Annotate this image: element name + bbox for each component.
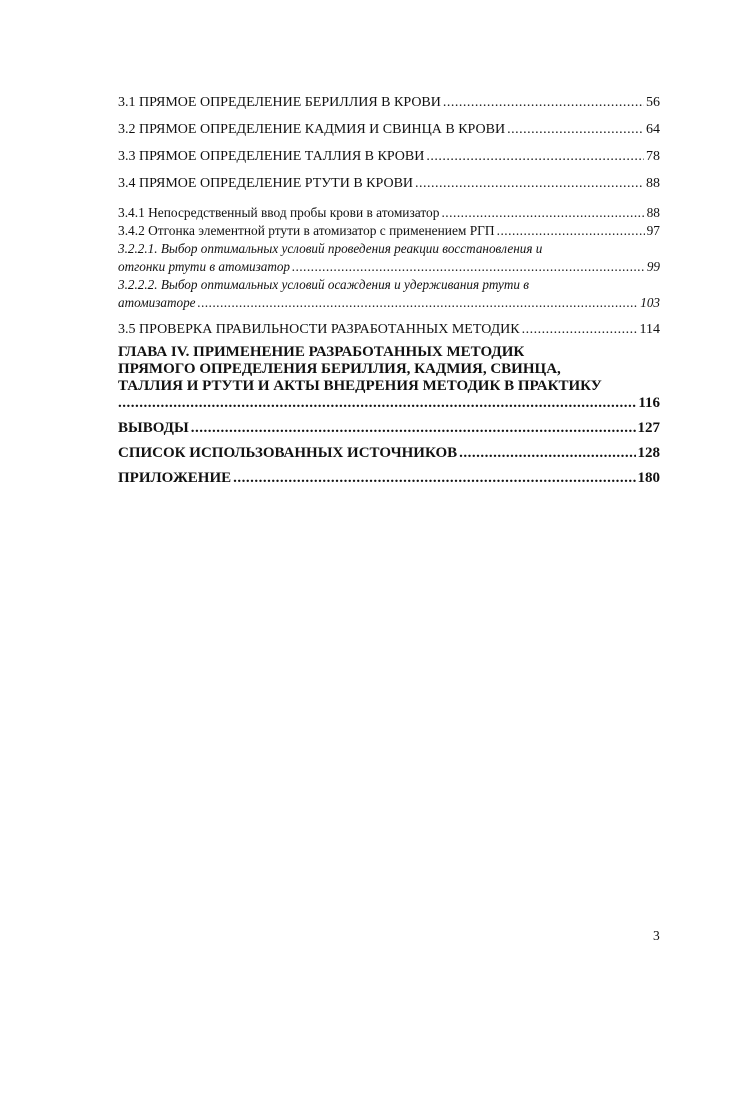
dot-leader xyxy=(198,294,639,312)
toc-entry-title-line1: 3.2.2.1. Выбор оптимальных условий проведения реакции восстановления и xyxy=(118,241,543,256)
page-number: 3 xyxy=(653,928,660,943)
toc-entry-title: ПРИЛОЖЕНИЕ xyxy=(118,470,232,486)
table-of-contents xyxy=(118,93,660,495)
dot-leader xyxy=(233,470,635,487)
dot-leader xyxy=(443,93,644,113)
toc-entry-page: 116 xyxy=(638,395,660,411)
toc-entry-title: 3.4.1 Непосредственный ввод пробы крови в атомизатор xyxy=(118,205,440,220)
toc-entry-page: 88 xyxy=(646,205,660,220)
toc-entry-page: 114 xyxy=(639,322,660,337)
toc-entry-title: 3.3 ПРЯМОЕ ОПРЕДЕЛЕНИЕ ТАЛЛИЯ В КРОВИ xyxy=(118,149,425,164)
toc-entry-3-4-1[interactable] xyxy=(118,204,660,222)
dot-leader xyxy=(459,445,635,462)
toc-entry-page: 78 xyxy=(646,149,660,164)
toc-entry-3-2-2-1[interactable] xyxy=(118,240,660,276)
toc-entry-3-4-2[interactable] xyxy=(118,222,660,240)
toc-entry-title: СПИСОК ИСПОЛЬЗОВАННЫХ ИСТОЧНИКОВ xyxy=(118,445,458,461)
dot-leader xyxy=(497,222,645,240)
toc-entry-title-line2: атомизаторе xyxy=(118,295,196,310)
toc-entry-page: 97 xyxy=(646,223,660,238)
toc-entry-page: 99 xyxy=(646,259,660,274)
toc-entry-title-line2: отгонки ртути в атомизатор xyxy=(118,259,291,274)
toc-entry-page: 180 xyxy=(637,470,660,486)
toc-entry-conclusions[interactable] xyxy=(118,420,660,445)
toc-entry-title-line3: ТАЛЛИЯ И РТУТИ И АКТЫ ВНЕДРЕНИЯ МЕТОДИК В ПРАКТИКУ xyxy=(118,378,602,394)
toc-entry-3-2-2-2[interactable] xyxy=(118,276,660,312)
toc-entry-references[interactable] xyxy=(118,445,660,470)
toc-entry-page: 56 xyxy=(646,95,660,110)
dot-leader xyxy=(118,395,636,412)
toc-entry-title: 3.1 ПРЯМОЕ ОПРЕДЕЛЕНИЕ БЕРИЛЛИЯ В КРОВИ xyxy=(118,95,441,110)
toc-entry-3-5[interactable] xyxy=(118,320,660,344)
toc-entry-page: 128 xyxy=(637,445,660,461)
dot-leader xyxy=(191,420,636,437)
toc-entry-page: 88 xyxy=(646,176,660,191)
toc-entry-title: ВЫВОДЫ xyxy=(118,420,189,436)
dot-leader xyxy=(292,258,645,276)
toc-entry-page: 64 xyxy=(646,122,660,137)
toc-entry-title: 3.4.2 Отгонка элементной ртути в атомизатор с применением РГП xyxy=(118,223,495,238)
toc-entry-title: 3.4 ПРЯМОЕ ОПРЕДЕЛЕНИЕ РТУТИ В КРОВИ xyxy=(118,176,414,191)
toc-entry-title: 3.5 ПРОВЕРКА ПРАВИЛЬНОСТИ РАЗРАБОТАННЫХ МЕТОДИК xyxy=(118,322,520,337)
toc-entry-page: 127 xyxy=(637,420,660,436)
dot-leader xyxy=(415,174,644,194)
dot-leader xyxy=(426,147,644,167)
toc-entry-title-line1: ГЛАВА IV. ПРИМЕНЕНИЕ РАЗРАБОТАННЫХ МЕТОДИК xyxy=(118,344,525,360)
toc-entry-title-line1: 3.2.2.2. Выбор оптимальных условий осаждения и удерживания ртути в xyxy=(118,277,530,292)
dot-leader xyxy=(522,320,638,340)
dot-leader xyxy=(507,120,644,140)
toc-entry-3-1[interactable] xyxy=(118,93,660,120)
dot-leader xyxy=(441,204,644,222)
toc-entry-appendix[interactable] xyxy=(118,470,660,495)
toc-entry-page: 103 xyxy=(640,295,660,310)
toc-entry-title-line2: ПРЯМОГО ОПРЕДЕЛЕНИЯ БЕРИЛЛИЯ, КАДМИЯ, СВИНЦА, xyxy=(118,361,561,377)
toc-entry-chapter-4[interactable] xyxy=(118,344,660,412)
toc-entry-3-4[interactable] xyxy=(118,174,660,204)
toc-entry-title: 3.2 ПРЯМОЕ ОПРЕДЕЛЕНИЕ КАДМИЯ И СВИНЦА В КРОВИ xyxy=(118,122,506,137)
toc-entry-3-3[interactable] xyxy=(118,147,660,174)
toc-entry-3-2[interactable] xyxy=(118,120,660,147)
